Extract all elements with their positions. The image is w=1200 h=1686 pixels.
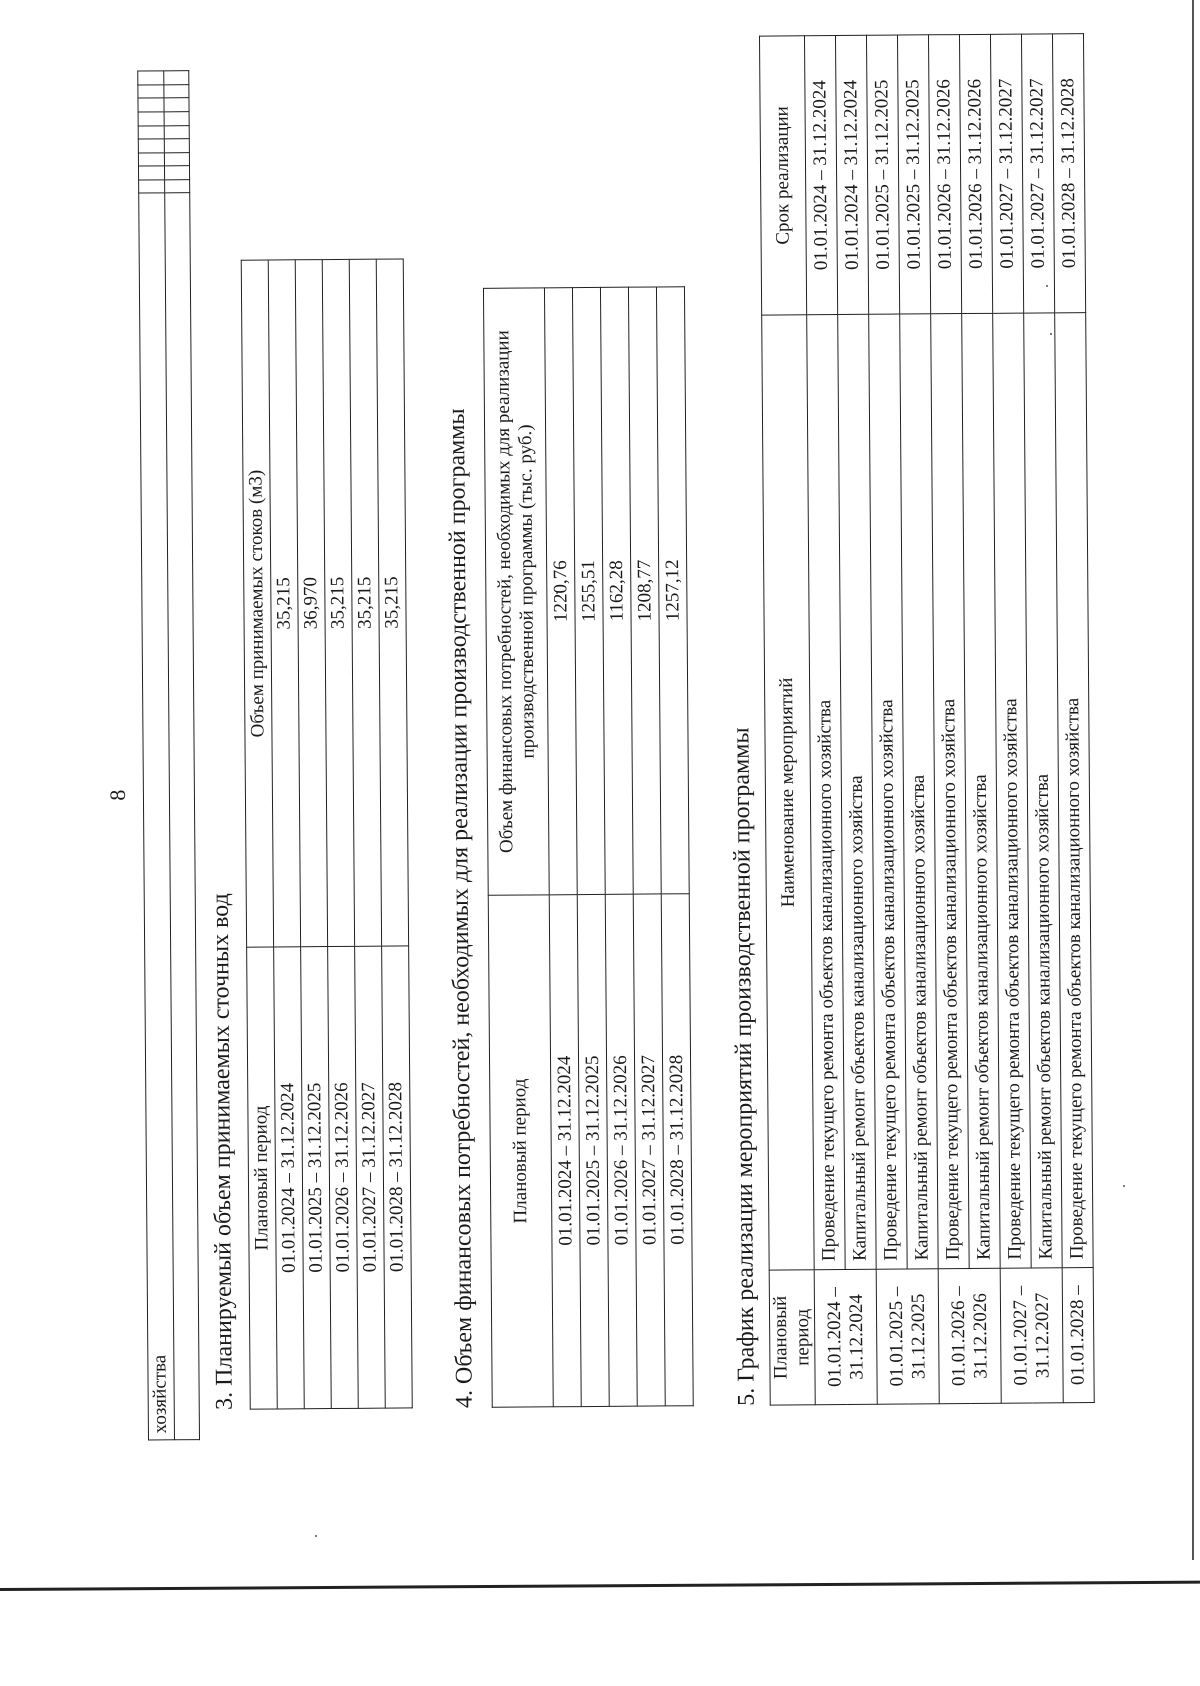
period-line: 01.01.2028 – bbox=[1066, 1285, 1089, 1386]
table-cell: 01.01.2027 – 31.12.2027 bbox=[633, 894, 665, 1406]
activity-cell: Проведение текущего ремонта объектов канализационного хозяйства bbox=[1055, 313, 1093, 1268]
column-header: Плановый период bbox=[247, 947, 278, 1409]
section5-table bbox=[759, 33, 1095, 1406]
section3-table bbox=[241, 258, 413, 1409]
top-fragment-label: хозяйства bbox=[139, 193, 174, 1440]
activity-cell: Капитальный ремонт объектов канализационного хозяйства bbox=[962, 313, 1000, 1268]
table-cell: 01.01.2024 – 31.12.2024 bbox=[274, 947, 305, 1409]
section3-title: 3. Планируемый объем принимаемых сточных вод bbox=[207, 893, 238, 1410]
table-cell: 35,215 bbox=[376, 259, 408, 946]
period-line: 31.12.2025 bbox=[907, 1293, 930, 1380]
activity-cell: Проведение текущего ремонта объектов канализационного хозяйства bbox=[807, 315, 845, 1270]
period-cell bbox=[938, 1268, 1001, 1403]
section4-table bbox=[483, 286, 694, 1408]
table-cell: 01.01.2025 – 31.12.2025 bbox=[301, 947, 332, 1409]
table-cell: 1220,76 bbox=[544, 288, 577, 895]
table-cell: 35,215 bbox=[268, 260, 300, 947]
table-cell: 35,215 bbox=[322, 259, 354, 946]
table-cell: 01.01.2027 – 31.12.2027 bbox=[355, 946, 386, 1408]
period-cell bbox=[1062, 1268, 1094, 1403]
period-line: 01.01.2025 – bbox=[885, 1286, 908, 1387]
activity-cell: Проведение текущего ремонта объектов канализационного хозяйства bbox=[931, 314, 969, 1269]
term-cell: 01.01.2024 – 31.12.2024 bbox=[804, 36, 837, 315]
table-cell: 36,970 bbox=[295, 260, 327, 947]
activity-cell: Проведение текущего ремонта объектов канализационного хозяйства bbox=[993, 313, 1031, 1268]
section5-title: 5. График реализации мероприятий производственной программы bbox=[728, 727, 760, 1406]
table-cell: 01.01.2026 – 31.12.2026 bbox=[605, 894, 637, 1406]
table-cell: 01.01.2024 – 31.12.2024 bbox=[549, 895, 581, 1407]
table-cell: 1255,51 bbox=[572, 287, 605, 894]
page-edge-right bbox=[1192, 0, 1194, 1560]
table-cell: 1257,12 bbox=[656, 287, 689, 894]
page-edge-bottom bbox=[0, 1581, 1200, 1591]
period-line: 31.12.2027 bbox=[1031, 1292, 1054, 1379]
period-cell bbox=[1000, 1268, 1063, 1403]
table-cell: 35,215 bbox=[349, 259, 381, 946]
table-cell: 01.01.2028 – 31.12.2028 bbox=[382, 946, 413, 1408]
activity-cell: Капитальный ремонт объектов канализационного хозяйства bbox=[838, 314, 876, 1269]
table-cell: 01.01.2028 – 31.12.2028 bbox=[661, 894, 693, 1406]
period-line: 31.12.2026 bbox=[969, 1293, 992, 1379]
period-line: 01.01.2026 – bbox=[947, 1286, 970, 1387]
table-header-row bbox=[483, 288, 553, 1407]
column-header: Плановый период bbox=[488, 895, 553, 1407]
period-cell bbox=[876, 1269, 939, 1404]
term-cell: 01.01.2025 – 31.12.2025 bbox=[866, 35, 899, 314]
activity-cell: Проведение текущего ремонта объектов канализационного хозяйства bbox=[869, 314, 907, 1269]
column-header: Объем финансовых потребностей, необходимых для реализации производственной программы (тыс. руб.) bbox=[483, 288, 549, 895]
activity-cell: Капитальный ремонт объектов канализационного хозяйства bbox=[900, 314, 938, 1269]
column-header: Срок реализации bbox=[759, 36, 806, 315]
term-cell: 01.01.2028 – 31.12.2028 bbox=[1052, 34, 1085, 313]
table-cell: 01.01.2026 – 31.12.2026 bbox=[328, 946, 359, 1408]
table-cell: 1162,28 bbox=[600, 287, 633, 894]
term-cell: 01.01.2026 – 31.12.2026 bbox=[928, 35, 961, 314]
column-header: Наименование мероприятий bbox=[762, 315, 814, 1270]
period-cell bbox=[814, 1269, 877, 1404]
column-header: Плановый период bbox=[769, 1270, 815, 1405]
table-cell: 01.01.2025 – 31.12.2025 bbox=[577, 894, 609, 1406]
top-table-fragment bbox=[137, 70, 200, 1440]
activity-cell: Капитальный ремонт объектов канализационного хозяйства bbox=[1024, 313, 1062, 1268]
term-cell: 01.01.2027 – 31.12.2027 bbox=[1021, 34, 1054, 313]
section4-title: 4. Объем финансовых потребностей, необходимых для реализации производственной программы bbox=[443, 408, 478, 1409]
period-line: 01.01.2027 – bbox=[1009, 1285, 1032, 1386]
period-line: 31.12.2024 bbox=[845, 1294, 868, 1380]
table-cell: 1208,77 bbox=[628, 287, 661, 894]
rotated-document-content bbox=[104, 63, 1089, 1440]
page-number: 8 bbox=[104, 789, 130, 801]
term-cell: 01.01.2024 – 31.12.2024 bbox=[835, 35, 868, 314]
term-cell: 01.01.2027 – 31.12.2027 bbox=[990, 34, 1023, 313]
term-cell: 01.01.2026 – 31.12.2026 bbox=[959, 34, 992, 313]
term-cell: 01.01.2025 – 31.12.2025 bbox=[897, 35, 930, 314]
period-line: 01.01.2024 – bbox=[823, 1287, 846, 1388]
column-header: Объем принимаемых стоков (м3) bbox=[241, 260, 273, 947]
